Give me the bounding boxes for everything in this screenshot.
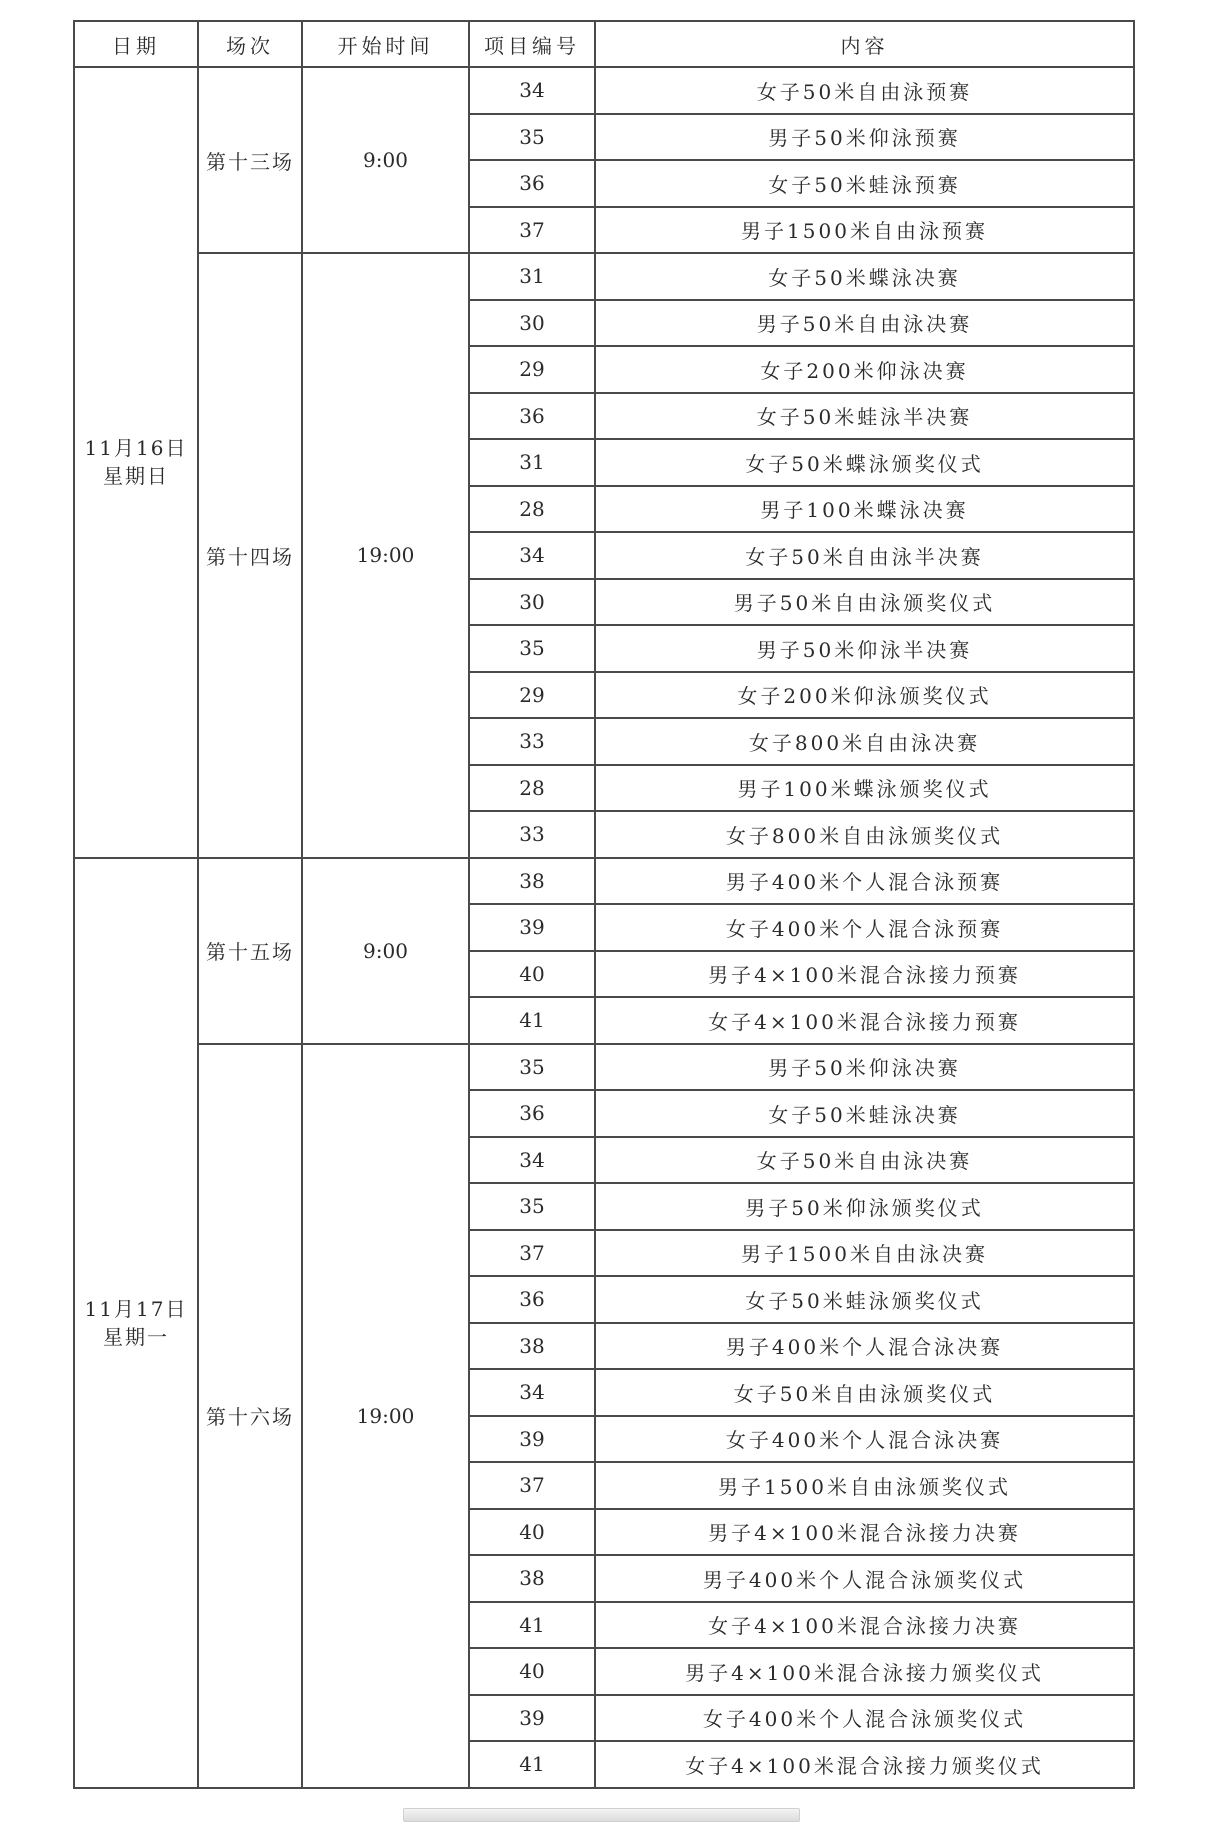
header-start-time: 开始时间 xyxy=(302,21,469,67)
event-content-cell: 女子400米个人混合泳决赛 xyxy=(595,1416,1134,1463)
event-number-cell: 37 xyxy=(469,1230,595,1277)
event-content-cell: 男子50米仰泳决赛 xyxy=(595,1044,1134,1091)
session-cell: 第十五场 xyxy=(198,858,302,1044)
event-content-cell: 女子4×100米混合泳接力预赛 xyxy=(595,997,1134,1044)
event-number-cell: 38 xyxy=(469,1323,595,1370)
header-session: 场次 xyxy=(198,21,302,67)
event-content-cell: 女子50米蛙泳预赛 xyxy=(595,160,1134,207)
event-content-cell: 女子4×100米混合泳接力颁奖仪式 xyxy=(595,1741,1134,1788)
event-number-cell: 35 xyxy=(469,114,595,161)
event-number-cell: 33 xyxy=(469,811,595,858)
event-number-cell: 35 xyxy=(469,1044,595,1091)
event-content-cell: 男子1500米自由泳颁奖仪式 xyxy=(595,1462,1134,1509)
header-content: 内容 xyxy=(595,21,1134,67)
event-number-cell: 35 xyxy=(469,625,595,672)
event-number-cell: 40 xyxy=(469,1648,595,1695)
event-number-cell: 30 xyxy=(469,579,595,626)
event-number-cell: 31 xyxy=(469,439,595,486)
date-cell xyxy=(74,67,198,858)
event-content-cell: 男子4×100米混合泳接力决赛 xyxy=(595,1509,1134,1556)
event-content-cell: 女子50米自由泳预赛 xyxy=(595,67,1134,114)
event-number-cell: 36 xyxy=(469,1276,595,1323)
event-number-cell: 28 xyxy=(469,486,595,533)
start-time-cell: 9:00 xyxy=(302,858,469,1044)
schedule-table xyxy=(73,20,1135,1789)
event-content-cell: 男子50米仰泳颁奖仪式 xyxy=(595,1183,1134,1230)
event-content-cell: 女子50米蛙泳颁奖仪式 xyxy=(595,1276,1134,1323)
header-row xyxy=(74,21,1134,67)
event-number-cell: 34 xyxy=(469,67,595,114)
event-number-cell: 39 xyxy=(469,904,595,951)
event-content-cell: 男子50米仰泳半决赛 xyxy=(595,625,1134,672)
event-content-cell: 女子200米仰泳颁奖仪式 xyxy=(595,672,1134,719)
event-number-cell: 37 xyxy=(469,1462,595,1509)
event-content-cell: 女子50米自由泳决赛 xyxy=(595,1137,1134,1184)
event-content-cell: 男子100米蝶泳决赛 xyxy=(595,486,1134,533)
event-content-cell: 女子50米自由泳半决赛 xyxy=(595,532,1134,579)
header-event-number: 项目编号 xyxy=(469,21,595,67)
event-content-cell: 男子1500米自由泳决赛 xyxy=(595,1230,1134,1277)
event-content-cell: 女子800米自由泳颁奖仪式 xyxy=(595,811,1134,858)
event-content-cell: 男子4×100米混合泳接力颁奖仪式 xyxy=(595,1648,1134,1695)
scroll-indicator xyxy=(403,1808,800,1822)
event-content-cell: 女子50米蛙泳决赛 xyxy=(595,1090,1134,1137)
session-cell: 第十三场 xyxy=(198,67,302,253)
session-cell: 第十六场 xyxy=(198,1044,302,1788)
event-number-cell: 38 xyxy=(469,1555,595,1602)
event-content-cell: 女子400米个人混合泳预赛 xyxy=(595,904,1134,951)
table-body xyxy=(74,67,1134,1788)
event-number-cell: 40 xyxy=(469,1509,595,1556)
event-number-cell: 33 xyxy=(469,718,595,765)
event-content-cell: 女子50米蝶泳决赛 xyxy=(595,253,1134,300)
date-cell xyxy=(74,858,198,1788)
date-label: 11月17日 xyxy=(84,1296,188,1321)
event-content-cell: 男子50米自由泳颁奖仪式 xyxy=(595,579,1134,626)
event-content-cell: 女子50米自由泳颁奖仪式 xyxy=(595,1369,1134,1416)
event-number-cell: 41 xyxy=(469,1602,595,1649)
event-content-cell: 男子100米蝶泳颁奖仪式 xyxy=(595,765,1134,812)
event-number-cell: 41 xyxy=(469,997,595,1044)
table-header xyxy=(74,21,1134,67)
table-row xyxy=(74,1044,1134,1091)
event-content-cell: 男子400米个人混合泳颁奖仪式 xyxy=(595,1555,1134,1602)
event-number-cell: 29 xyxy=(469,346,595,393)
event-number-cell: 36 xyxy=(469,393,595,440)
weekday-label: 星期一 xyxy=(103,1324,169,1349)
event-number-cell: 30 xyxy=(469,300,595,347)
event-number-cell: 28 xyxy=(469,765,595,812)
event-content-cell: 女子800米自由泳决赛 xyxy=(595,718,1134,765)
start-time-cell: 9:00 xyxy=(302,67,469,253)
event-number-cell: 34 xyxy=(469,1369,595,1416)
event-number-cell: 39 xyxy=(469,1695,595,1742)
event-number-cell: 41 xyxy=(469,1741,595,1788)
event-content-cell: 女子400米个人混合泳颁奖仪式 xyxy=(595,1695,1134,1742)
event-number-cell: 36 xyxy=(469,1090,595,1137)
event-number-cell: 34 xyxy=(469,532,595,579)
start-time-cell: 19:00 xyxy=(302,253,469,858)
event-number-cell: 36 xyxy=(469,160,595,207)
event-number-cell: 40 xyxy=(469,951,595,998)
start-time-cell: 19:00 xyxy=(302,1044,469,1788)
event-number-cell: 37 xyxy=(469,207,595,254)
session-cell: 第十四场 xyxy=(198,253,302,858)
table-row xyxy=(74,858,1134,905)
weekday-label: 星期日 xyxy=(103,464,169,489)
event-content-cell: 男子400米个人混合泳决赛 xyxy=(595,1323,1134,1370)
event-content-cell: 男子400米个人混合泳预赛 xyxy=(595,858,1134,905)
event-content-cell: 男子50米仰泳预赛 xyxy=(595,114,1134,161)
event-content-cell: 男子4×100米混合泳接力预赛 xyxy=(595,951,1134,998)
date-label: 11月16日 xyxy=(84,436,188,461)
event-number-cell: 38 xyxy=(469,858,595,905)
event-content-cell: 女子4×100米混合泳接力决赛 xyxy=(595,1602,1134,1649)
event-content-cell: 女子50米蝶泳颁奖仪式 xyxy=(595,439,1134,486)
event-number-cell: 34 xyxy=(469,1137,595,1184)
event-number-cell: 35 xyxy=(469,1183,595,1230)
event-number-cell: 39 xyxy=(469,1416,595,1463)
event-content-cell: 女子50米蛙泳半决赛 xyxy=(595,393,1134,440)
event-number-cell: 31 xyxy=(469,253,595,300)
event-content-cell: 女子200米仰泳决赛 xyxy=(595,346,1134,393)
header-date: 日期 xyxy=(74,21,198,67)
table-row xyxy=(74,67,1134,114)
event-number-cell: 29 xyxy=(469,672,595,719)
table-row xyxy=(74,253,1134,300)
event-content-cell: 男子50米自由泳决赛 xyxy=(595,300,1134,347)
event-content-cell: 男子1500米自由泳预赛 xyxy=(595,207,1134,254)
